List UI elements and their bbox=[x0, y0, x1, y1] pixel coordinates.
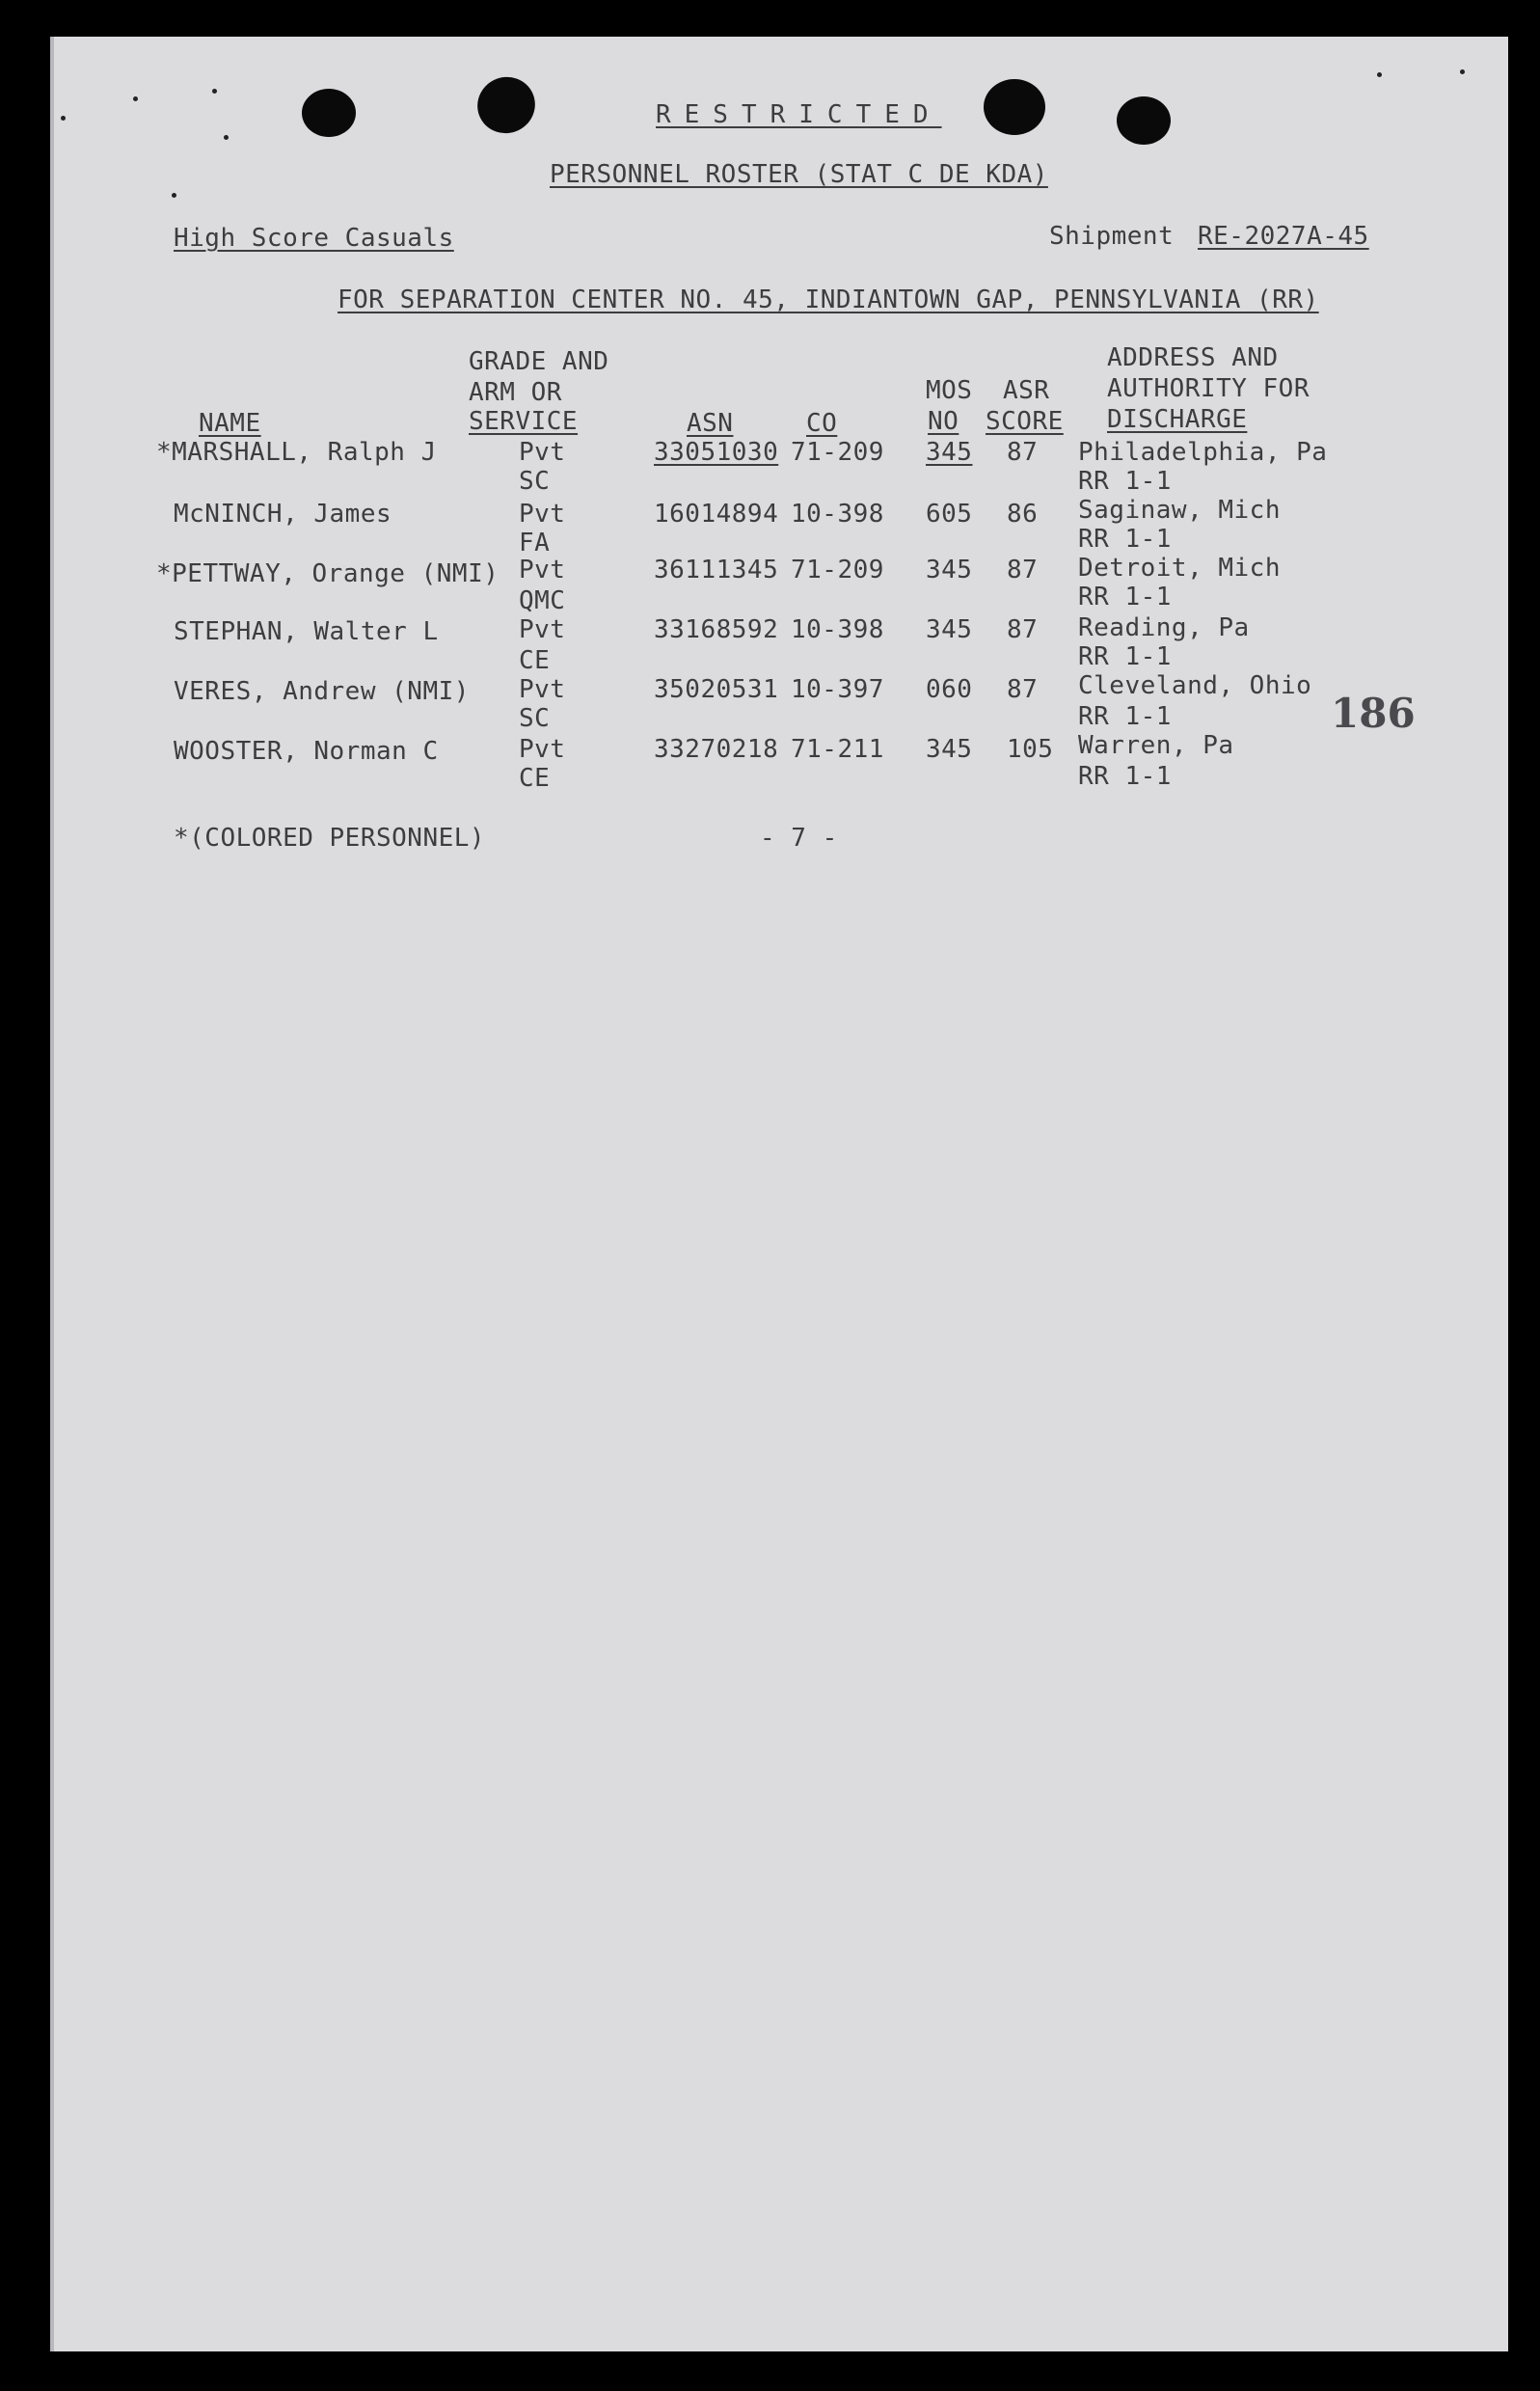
col-address-line1: ADDRESS AND bbox=[1107, 343, 1279, 372]
speck bbox=[61, 116, 66, 121]
row-arm: SC bbox=[519, 467, 551, 496]
row-mos: 605 bbox=[926, 500, 973, 529]
row-grade: Pvt bbox=[519, 615, 566, 644]
row-mos: 345 bbox=[926, 438, 973, 467]
row-authority: RR 1-1 bbox=[1078, 583, 1172, 611]
row-co: 71-209 bbox=[791, 438, 884, 467]
row-arm: FA bbox=[519, 529, 551, 557]
row-grade: Pvt bbox=[519, 500, 566, 529]
row-authority: RR 1-1 bbox=[1078, 525, 1172, 554]
row-authority: RR 1-1 bbox=[1078, 467, 1172, 496]
row-arm: CE bbox=[519, 646, 551, 675]
col-address-line3: DISCHARGE bbox=[1107, 405, 1248, 434]
speck bbox=[172, 193, 176, 198]
row-co: 71-211 bbox=[791, 735, 884, 764]
row-name: WOOSTER, Norman C bbox=[174, 737, 439, 766]
speck bbox=[212, 89, 217, 94]
row-name: *PETTWAY, Orange (NMI) bbox=[156, 559, 500, 588]
row-asn: 33051030 bbox=[654, 438, 779, 467]
row-address: Reading, Pa bbox=[1078, 613, 1250, 642]
row-asr: 86 bbox=[1007, 500, 1039, 529]
row-grade: Pvt bbox=[519, 556, 566, 584]
row-grade: Pvt bbox=[519, 675, 566, 704]
page-number: - 7 - bbox=[760, 824, 838, 853]
punch-hole bbox=[1117, 96, 1171, 145]
punch-hole bbox=[984, 79, 1045, 135]
row-co: 10-398 bbox=[791, 615, 884, 644]
row-co: 10-397 bbox=[791, 675, 884, 704]
punch-hole bbox=[302, 89, 356, 137]
row-mos: 345 bbox=[926, 615, 973, 644]
row-asn: 33270218 bbox=[654, 735, 779, 764]
row-asr: 87 bbox=[1007, 438, 1039, 467]
group-label: High Score Casuals bbox=[174, 224, 454, 253]
row-co: 71-209 bbox=[791, 556, 884, 584]
col-mos-line2: NO bbox=[928, 407, 959, 436]
speck bbox=[1460, 69, 1465, 74]
row-asn: 33168592 bbox=[654, 615, 779, 644]
row-name: VERES, Andrew (NMI) bbox=[174, 677, 470, 706]
row-arm: SC bbox=[519, 704, 551, 733]
col-name: NAME bbox=[199, 409, 261, 438]
row-asn: 36111345 bbox=[654, 556, 779, 584]
col-co: CO bbox=[806, 409, 838, 438]
row-authority: RR 1-1 bbox=[1078, 762, 1172, 791]
row-asr: 87 bbox=[1007, 675, 1039, 704]
row-mos: 060 bbox=[926, 675, 973, 704]
page-stamp-number: 186 bbox=[1331, 690, 1416, 737]
row-asn: 35020531 bbox=[654, 675, 779, 704]
col-asr-line2: SCORE bbox=[986, 407, 1064, 436]
row-address: Cleveland, Ohio bbox=[1078, 671, 1312, 700]
destination-line: FOR SEPARATION CENTER NO. 45, INDIANTOWN GAP, PENNSYLVANIA (RR) bbox=[338, 285, 1319, 314]
row-name: STEPHAN, Walter L bbox=[174, 617, 439, 646]
row-asr: 87 bbox=[1007, 615, 1039, 644]
speck bbox=[133, 96, 138, 101]
row-grade: Pvt bbox=[519, 735, 566, 764]
row-address: Philadelphia, Pa bbox=[1078, 438, 1328, 467]
col-asr-line1: ASR bbox=[1003, 376, 1050, 405]
speck bbox=[1377, 72, 1382, 77]
row-co: 10-398 bbox=[791, 500, 884, 529]
shipment-label: Shipment bbox=[1049, 222, 1175, 251]
row-arm: CE bbox=[519, 764, 551, 793]
roster-title: PERSONNEL ROSTER (STAT C DE KDA) bbox=[550, 160, 1048, 189]
col-grade-line2: ARM OR bbox=[469, 378, 562, 407]
col-grade-line3: SERVICE bbox=[469, 407, 579, 436]
row-mos: 345 bbox=[926, 556, 973, 584]
row-name: McNINCH, James bbox=[174, 500, 392, 529]
row-address: Detroit, Mich bbox=[1078, 554, 1281, 583]
footnote: *(COLORED PERSONNEL) bbox=[174, 824, 486, 853]
shipment-number: RE-2027A-45 bbox=[1198, 222, 1369, 251]
col-mos-line1: MOS bbox=[926, 376, 973, 405]
classification-heading: RESTRICTED bbox=[656, 100, 942, 129]
row-address: Saginaw, Mich bbox=[1078, 496, 1281, 525]
row-authority: RR 1-1 bbox=[1078, 702, 1172, 731]
col-grade-line1: GRADE AND bbox=[469, 347, 609, 376]
row-arm: QMC bbox=[519, 586, 566, 615]
speck bbox=[224, 135, 229, 140]
col-address-line2: AUTHORITY FOR bbox=[1107, 374, 1310, 403]
row-name: *MARSHALL, Ralph J bbox=[156, 438, 437, 467]
row-asr: 105 bbox=[1007, 735, 1054, 764]
row-asr: 87 bbox=[1007, 556, 1039, 584]
row-grade: Pvt bbox=[519, 438, 566, 467]
row-authority: RR 1-1 bbox=[1078, 642, 1172, 671]
row-mos: 345 bbox=[926, 735, 973, 764]
row-address: Warren, Pa bbox=[1078, 731, 1234, 760]
row-asn: 16014894 bbox=[654, 500, 779, 529]
col-asn: ASN bbox=[687, 409, 734, 438]
